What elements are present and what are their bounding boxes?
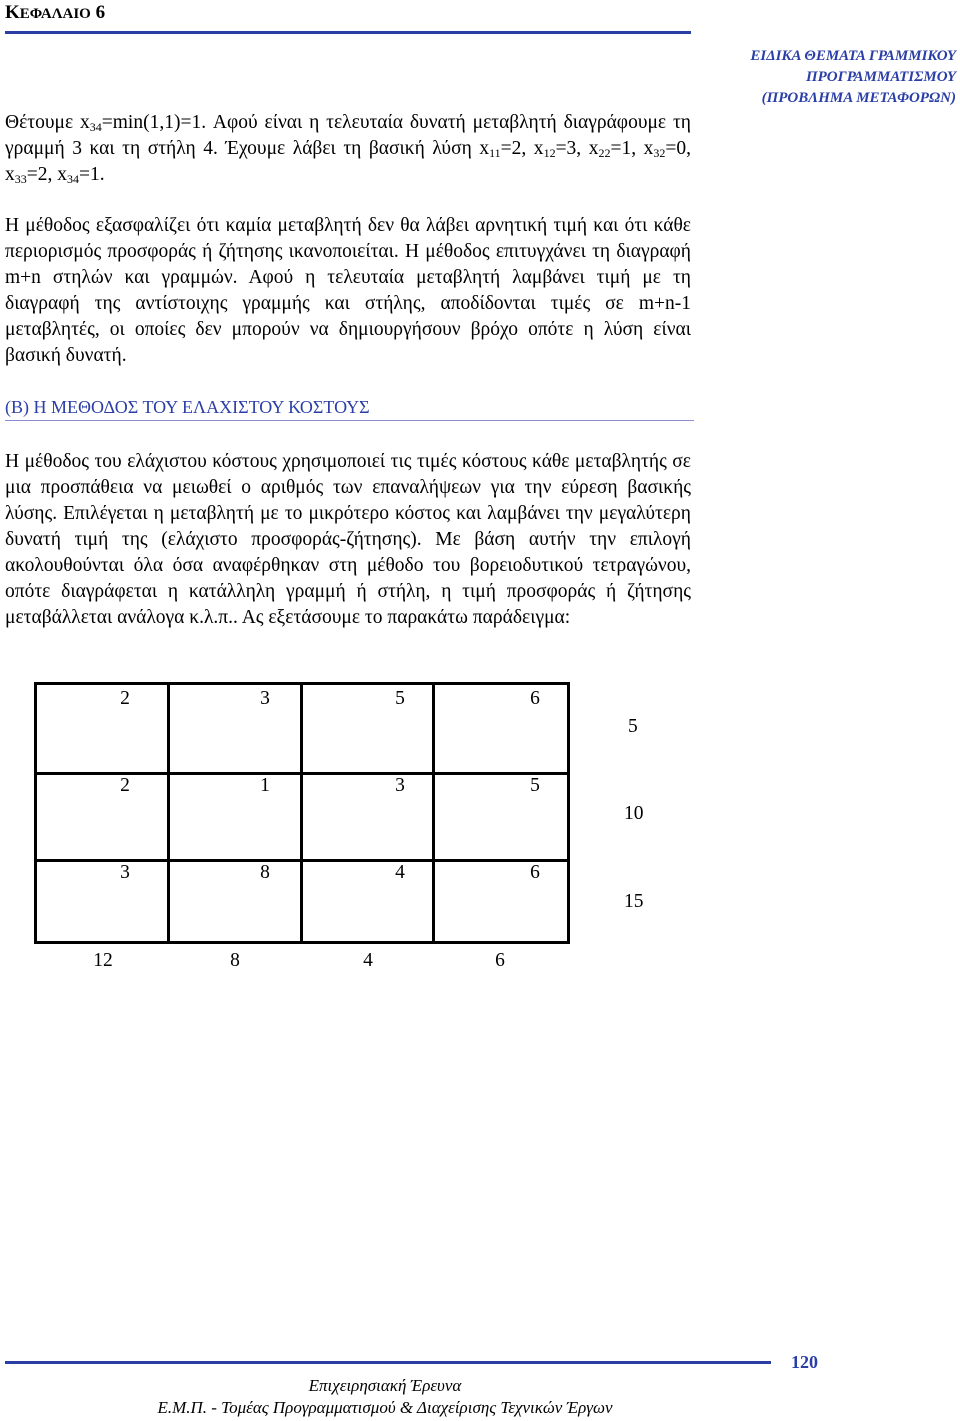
demand-value: 6	[495, 950, 505, 971]
running-header-line2: ΠΡΟΓΡΑΜΜΑΤΙΣΜΟΥ	[805, 69, 956, 85]
demand-value: 4	[363, 950, 373, 971]
cost-cell: 1	[260, 775, 270, 796]
chapter-title: ΚΕΦΑΛΑΙΟ 6	[5, 2, 106, 23]
cost-cell: 3	[395, 775, 405, 796]
footer-subtitle: Ε.Μ.Π. - Τομέας Προγραμματισμού & Διαχείρισης Τεχνικών Έργων	[157, 1398, 613, 1417]
running-header-line3: (ΠΡΟΒΛΗΜΑ ΜΕΤΑΦΟΡΩΝ)	[761, 90, 956, 106]
cost-cell: 4	[395, 862, 405, 883]
paragraph-method-properties: Η μέθοδος εξασφαλίζει ότι καμία μεταβλητή δεν θα λάβει αρνητική τιμή και ότι κάθε περιορισμός προσφοράς ή ζήτησης ικανοποιείται. Η μέθοδος επιτυγχάνει τη διαγραφή m+n στηλών και γραμμών. Αφού η τελευταία μεταβλητή λαμβάνει τιμή με τη διαγραφή της αντίστοιχης γραμμής και στήλης, αποδίδονται τιμές σε m+n-1 μεταβλητές, οι οποίες δεν μπορούν να δημιουργήσουν βρόχο οπότε η λύση είναι βασική δυνατή.	[5, 215, 691, 366]
cost-cell: 6	[530, 862, 540, 883]
table-col-divider	[432, 685, 435, 941]
cost-cell: 5	[530, 775, 540, 796]
demand-value: 8	[230, 950, 240, 971]
running-header-line1: ΕΙΔΙΚΑ ΘΕΜΑΤΑ ΓΡΑΜΜΙΚΟΥ	[750, 48, 956, 64]
table-col-divider	[300, 685, 303, 941]
footer-title: Επιχειρησιακή Έρευνα	[308, 1376, 462, 1395]
cost-cell: 6	[530, 688, 540, 709]
cost-cell: 2	[120, 688, 130, 709]
cost-cell: 5	[395, 688, 405, 709]
supply-value: 10	[624, 803, 644, 824]
table-col-divider	[167, 685, 170, 941]
page-number: 120	[791, 1352, 818, 1372]
demand-value: 12	[93, 950, 113, 971]
cost-cell: 3	[120, 862, 130, 883]
cost-table	[34, 682, 570, 944]
cost-cell: 3	[260, 688, 270, 709]
footer-rule	[5, 1361, 771, 1364]
supply-value: 15	[624, 891, 644, 912]
cost-cell: 8	[260, 862, 270, 883]
cost-cell: 2	[120, 775, 130, 796]
section-rule	[5, 420, 694, 421]
header-rule	[5, 31, 691, 34]
paragraph-least-cost-method: Η μέθοδος του ελάχιστου κόστους χρησιμοποιεί τις τιμές κόστους κάθε μεταβλητής σε μια προσπάθεια να μειωθεί ο αριθμός των επαναλήψεων για την εύρεση βασικής λύσης. Επιλέγεται η μεταβλητή με το μικρότερο κόστος και λαμβάνει την μεγαλύτερη δυνατή τιμή της (ελάχιστο προσφοράς-ζήτησης). Με βάση αυτήν την επιλογή ακολουθούνται όλα όσα αναφέρθηκαν στη μέθοδο του βορειοδυτικού τετραγώνου, οπότε διαγράφεται η κατάλληλη γραμμή ή στήλη, η τιμή προσφοράς ή ζήτησης μεταβάλλεται ανάλογα κ.λ.π.. Ας εξετάσουμε το παρακάτω παράδειγμα:	[5, 451, 691, 628]
paragraph-basic-solution: Θέτουμε $x_{34}=\min(1,1)=1$. Αφού είναι η τελευταία δυνατή μεταβλητή διαγράφουμε τη γραμμή 3 και τη στήλη 4. Έχουμε λάβει τη βασική λύση $x_{11}=2$, $x_{12}=3$, $x_{22}=1$, $x_{32}=0$, $x_{33}=2$, $x_{34}=1$.	[5, 112, 692, 186]
section-heading: (Β) Η ΜΕΘΟΔΟΣ ΤΟΥ ΕΛΑΧΙΣΤΟΥ ΚΟΣΤΟΥΣ	[5, 397, 370, 417]
running-header	[696, 46, 956, 109]
supply-value: 5	[628, 716, 638, 737]
